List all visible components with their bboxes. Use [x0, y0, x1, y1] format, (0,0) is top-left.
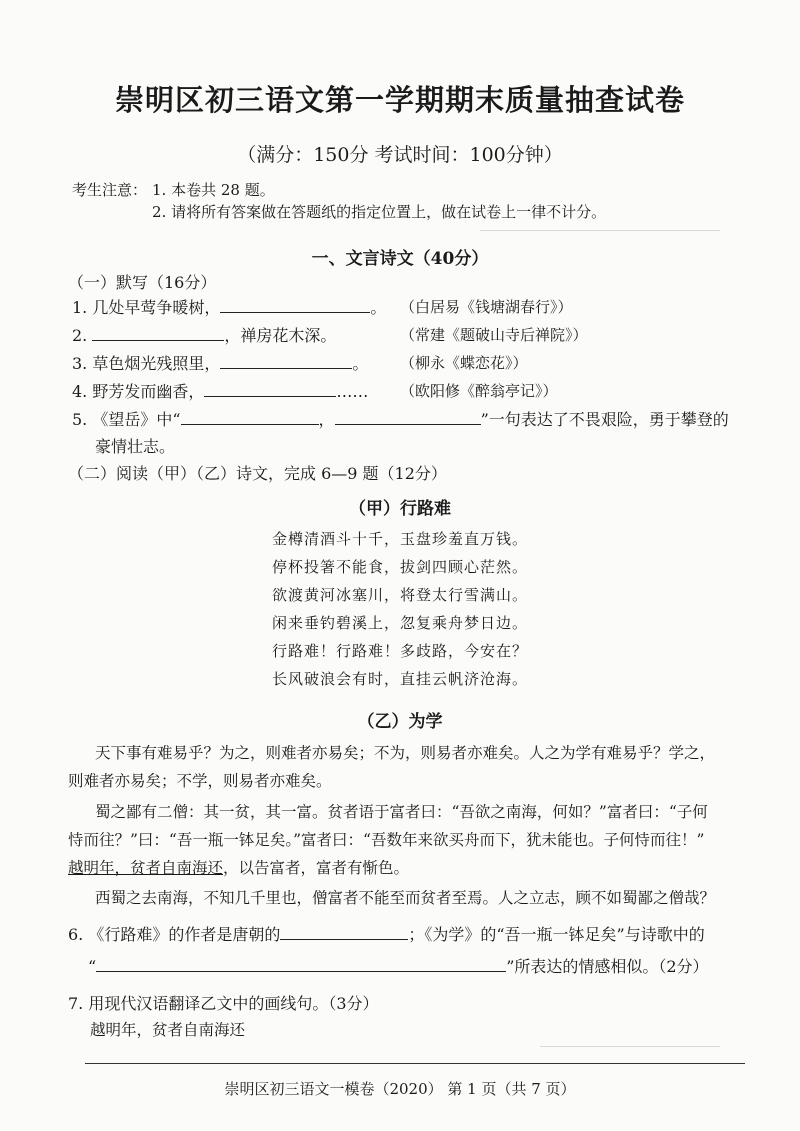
prose-line: 恃而往？”曰：“吾一瓶一钵足矣。”富者曰：“吾数年来欲买舟而下，犹未能也。子何恃而往！” [68, 831, 705, 849]
question-number: 3. [72, 354, 88, 373]
poem-line: 长风破浪会有时，直挂云帆济沧海。 [271, 670, 528, 688]
question-text: ”一句表达了不畏艰险，勇于攀登的 [480, 410, 729, 429]
question-5 [72, 407, 729, 430]
question-4-source: （欧阳修《醉翁亭记》） [400, 382, 558, 400]
poem-line: 行路难！行路难！多歧路，今安在？ [271, 642, 528, 660]
question-text: …… [336, 382, 369, 401]
underlined-sentence: 越明年，贫者自南海还 [68, 859, 224, 877]
answer-blank [96, 955, 506, 972]
question-text: 野芳发而幽香， [92, 382, 205, 401]
question-4 [72, 379, 368, 402]
poem-line: 欲渡黄河冰塞川，将登太行雪满山。 [271, 586, 528, 604]
page-footer: 崇明区初三语文一模卷（2020） 第 1 页（共 7 页） [224, 1080, 576, 1098]
answer-blank [181, 408, 319, 425]
question-text: ， [318, 410, 335, 429]
prose-line: 天下事有难易乎？为之，则难者亦易矣；不为，则易者亦难矣。人之为学有难易乎？学之， [95, 744, 716, 762]
question-number: 4. [72, 382, 88, 401]
poem-title: （甲）行路难 [349, 499, 451, 519]
answer-blank [220, 352, 352, 369]
question-number: 1. [72, 298, 88, 317]
question-text: “ [88, 957, 97, 976]
question-text: ，禅房花木深。 [224, 326, 337, 345]
question-text: ”所表达的情感相似。（2分） [506, 957, 709, 976]
question-text: 。 [370, 298, 387, 317]
question-1 [72, 295, 386, 318]
prose-text: ，以告富者，富者有惭色。 [223, 859, 410, 877]
question-2-source: （常建《题破山寺后禅院》） [400, 326, 588, 344]
answer-blank [335, 408, 481, 425]
notice-label: 考生注意： [72, 181, 148, 199]
answer-blank [204, 380, 336, 397]
section-1-title: 一、文言诗文（40分） [311, 249, 489, 269]
question-text: 几处早莺争暖树， [92, 298, 221, 317]
poem-line: 金樽清酒斗十千，玉盘珍羞直万钱。 [271, 530, 528, 548]
poem-line: 闲来垂钓碧溪上，忽复乘舟梦日边。 [271, 614, 528, 632]
question-text: 。 [352, 354, 369, 373]
prose-title: （乙）为学 [357, 712, 443, 732]
question-text: ；《为学》的“吾一瓶一钵足矣”与诗歌中的 [408, 925, 705, 944]
question-6-line-2 [88, 954, 709, 977]
prose-line [68, 856, 409, 878]
answer-blank [92, 324, 224, 341]
question-text: 《望岳》中“ [92, 410, 181, 429]
prose-line: 则难者亦易矣；不学，则易者亦难矣。 [68, 772, 332, 790]
question-5-line-2: 豪情壮志。 [95, 437, 176, 456]
notice-item-1: 1. 本卷共 28 题。 [152, 181, 275, 199]
question-text: 《行路难》的作者是唐朝的 [88, 925, 281, 944]
question-2 [72, 323, 336, 346]
question-3-source: （柳永《蝶恋花》） [400, 354, 528, 372]
page-title: 崇明区初三语文第一学期期末质量抽查试卷 [114, 83, 685, 117]
answer-line [85, 1063, 745, 1064]
prose-line: 西蜀之去南海，不知几千里也，僧富者不能至而贫者至焉。人之立志，顾不如蜀鄙之僧哉？ [95, 889, 716, 907]
question-7-sentence: 越明年，贫者自南海还 [90, 1021, 246, 1039]
question-number: 2. [72, 326, 88, 345]
part-2-title: （二）阅读（甲）（乙）诗文，完成 6—9 题（12分） [68, 464, 447, 483]
page-subtitle: （满分：150分 考试时间：100分钟） [237, 144, 563, 166]
part-1-title: （一）默写（16分） [68, 273, 217, 292]
question-6 [68, 922, 705, 945]
answer-blank [220, 296, 370, 313]
scan-artifact [480, 230, 720, 231]
question-number: 6. [68, 925, 84, 944]
question-3 [72, 351, 368, 374]
question-7 [68, 991, 379, 1014]
question-number: 7. [68, 994, 84, 1013]
question-text: 草色烟光残照里， [92, 354, 221, 373]
poem-line: 停杯投箸不能食，拔剑四顾心茫然。 [271, 558, 528, 576]
answer-blank [280, 923, 408, 940]
scan-artifact [540, 1046, 720, 1047]
prose-line: 蜀之鄙有二僧：其一贫，其一富。贫者语于富者曰：“吾欲之南海，何如？”富者曰：“子何 [95, 803, 708, 821]
question-text: 用现代汉语翻译乙文中的画线句。（3分） [88, 994, 379, 1013]
question-1-source: （白居易《钱塘湖春行》） [400, 298, 573, 316]
question-number: 5. [72, 410, 88, 429]
notice-item-2: 2. 请将所有答案做在答题纸的指定位置上，做在试卷上一律不计分。 [152, 203, 607, 221]
